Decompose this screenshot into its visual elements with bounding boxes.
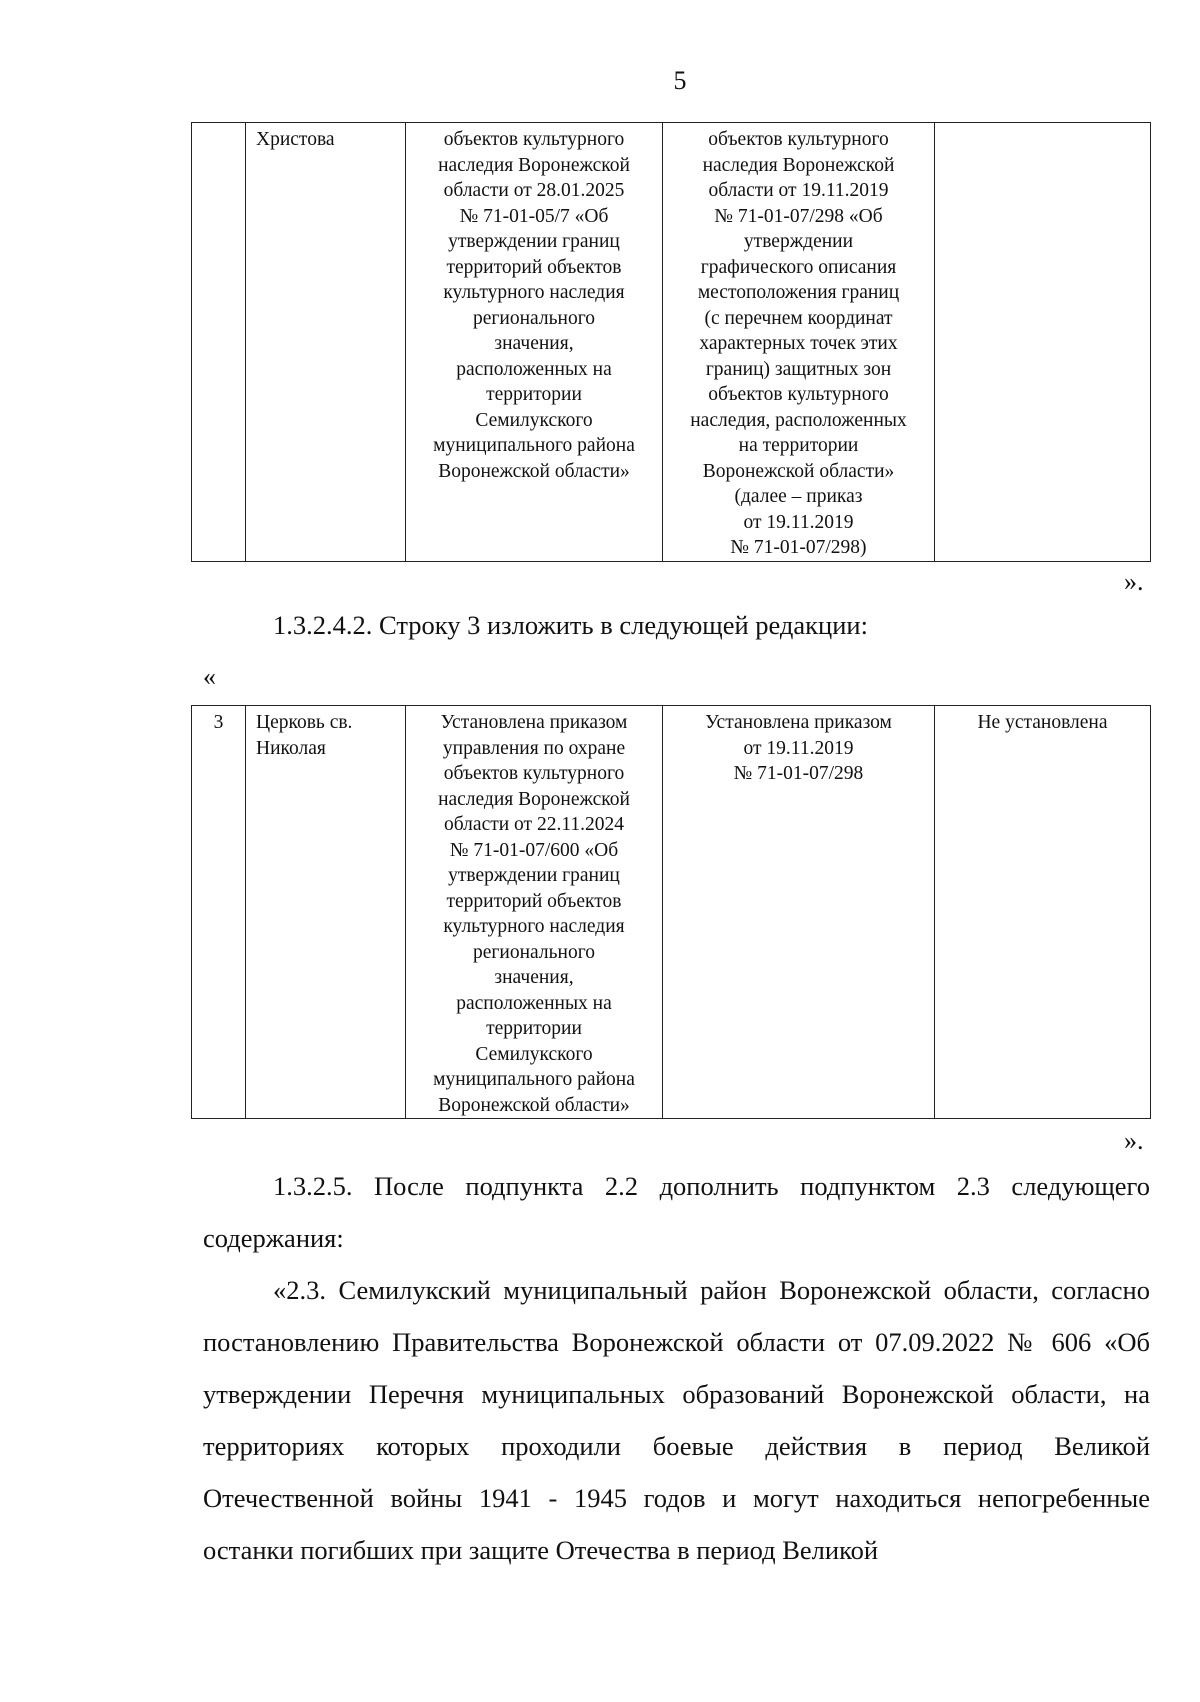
- notes-text: Не установлена: [977, 712, 1108, 733]
- object-name: Церковь св. Николая: [256, 712, 353, 759]
- paragraph-2-3-text: «2.3. Семилукский муниципальный район Воронежской области, согласно постановлению Правительства Воронежской области от 07.09.2022 № 606 «Об утверждении Перечня муниципальных образований Воронежской области, на территориях которых проходили боевые действия в период Великой Отечественной войны 1941 - 1945 годов и могут находиться непогребенные останки погибших при защите Отечества в период Великой: [203, 1275, 1150, 1565]
- close-quote: ».: [1124, 1126, 1144, 1155]
- object-name-cell: [246, 123, 406, 562]
- territory-border-cell: [406, 706, 663, 1119]
- territory-border-cell: [406, 123, 663, 562]
- paragraph-row-3-edit: 1.3.2.4.2. Строку 3 изложить в следующей редакции:: [273, 610, 868, 640]
- object-name: Христова: [256, 129, 335, 150]
- open-quote: «: [203, 662, 216, 691]
- row-number-cell: [192, 123, 246, 562]
- protection-zone-text: Установлена приказом от 19.11.2019 № 71-01-07/298: [705, 712, 892, 784]
- protection-zone-text: объектов культурного наследия Воронежской области от 19.11.2019 № 71-01-07/298 «Об утверждении графического описания местоположения границ (с перечнем координат характерных точек этих границ) защитных зон объектов культурного наследия, расположенных на территории Воронежской области» (далее – приказ от 19.11.2019 № 71-01-07/298): [690, 129, 907, 558]
- page-number: 5: [673, 66, 687, 95]
- row-number-cell: [192, 706, 246, 1119]
- table-row: [192, 123, 1151, 562]
- territory-border-text: Установлена приказом управления по охране объектов культурного наследия Воронежской области от 22.11.2024 № 71-01-07/600 «Об утверждении границ территорий объектов культурного наследия регионального значения, расположенных на территории Семилукского муниципального района Воронежской области»: [433, 712, 635, 1116]
- protection-zone-cell: [663, 706, 935, 1119]
- table-row-3: [191, 705, 1151, 1119]
- row-number: 3: [213, 712, 224, 733]
- protection-zone-cell: [663, 123, 935, 562]
- table-continuation: [191, 122, 1151, 562]
- notes-cell: [935, 706, 1151, 1119]
- object-name-cell: [246, 706, 406, 1119]
- table-row: [192, 706, 1151, 1119]
- notes-cell: [935, 123, 1151, 562]
- territory-border-text: объектов культурного наследия Воронежской области от 28.01.2025 № 71-01-05/7 «Об утверждении границ территорий объектов культурного наследия регионального значения, расположенных на территории Семилукского муниципального района Воронежской области»: [433, 129, 635, 482]
- paragraph-subitem-2-3: 1.3.2.5. После подпункта 2.2 дополнить подпунктом 2.3 следующего содержания:: [203, 1171, 1150, 1253]
- close-quote: ».: [1124, 567, 1144, 596]
